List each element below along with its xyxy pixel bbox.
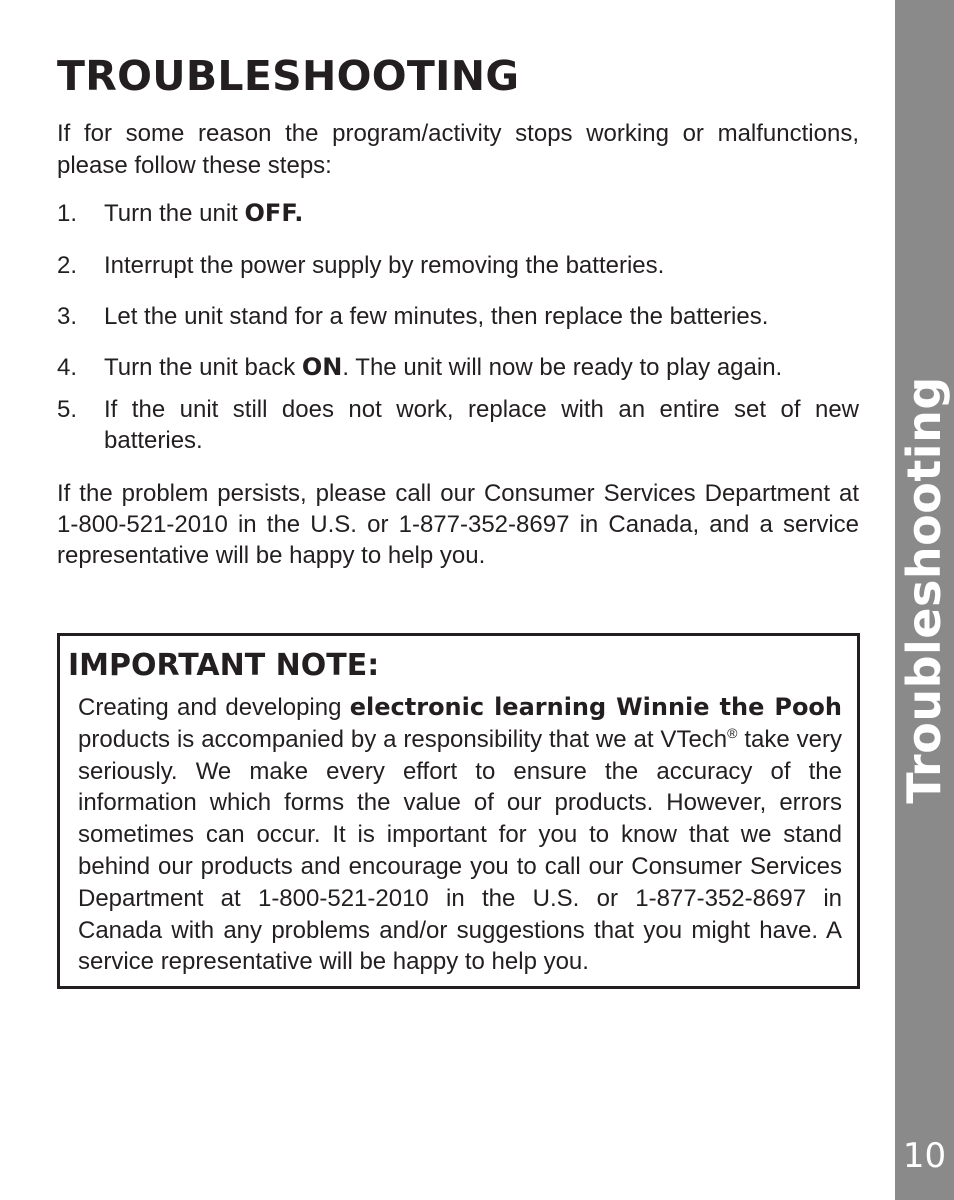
registered-mark: ® xyxy=(727,724,738,741)
step-number: 2. xyxy=(57,252,78,279)
side-tab-title: Troubleshooting xyxy=(897,376,951,804)
step-bold: OFF. xyxy=(244,199,304,227)
step-number: 5. xyxy=(57,396,78,423)
outro-paragraph: If the problem persists, please call our Consumer Services Department at 1-800-521-2010 in the U.S. or 1-877-352-8697 in Canada, and a service representative will be happy to help you. xyxy=(57,480,859,569)
step-text: Let the unit stand for a few minutes, then replace the batteries. xyxy=(104,303,769,330)
step-text: Turn the unit OFF. xyxy=(104,199,304,227)
step-number: 4. xyxy=(57,354,78,381)
step-text: Turn the unit back ON. The unit will now be ready to play again. xyxy=(104,353,783,381)
note-bold: electronic learning Winnie the Pooh xyxy=(349,693,843,721)
note-text: Creating and developing electronic learning Winnie the Pooh products is accompanied by a responsibility that we at VTech® take very seriously. We make every effort to ensure the accuracy of the information which forms the value of our products. However, errors sometimes can occur. It is important for you to know that we stand behind our products and encourage you to call our Consumer Services Department at 1-800-521-2010 in the U.S. or 1-877-352-8697 in Canada with any problems and/or suggestions that you might have. A service representative will be happy to help you. xyxy=(78,693,843,976)
step-bold: ON xyxy=(301,353,343,381)
step-text: If the unit still does not work, replace with an entire set of new batteries. xyxy=(104,396,859,454)
section-title: TROUBLESHOOTING xyxy=(57,52,520,100)
important-note-box xyxy=(57,633,860,989)
step-number: 1. xyxy=(57,200,78,227)
note-title: IMPORTANT NOTE: xyxy=(68,648,380,683)
step-number: 3. xyxy=(57,303,78,330)
page-number: 10 xyxy=(902,1136,947,1176)
intro-paragraph: If for some reason the program/activity stops working or malfunctions, please follow these steps: xyxy=(57,120,859,179)
step-text: Interrupt the power supply by removing the batteries. xyxy=(104,252,665,279)
